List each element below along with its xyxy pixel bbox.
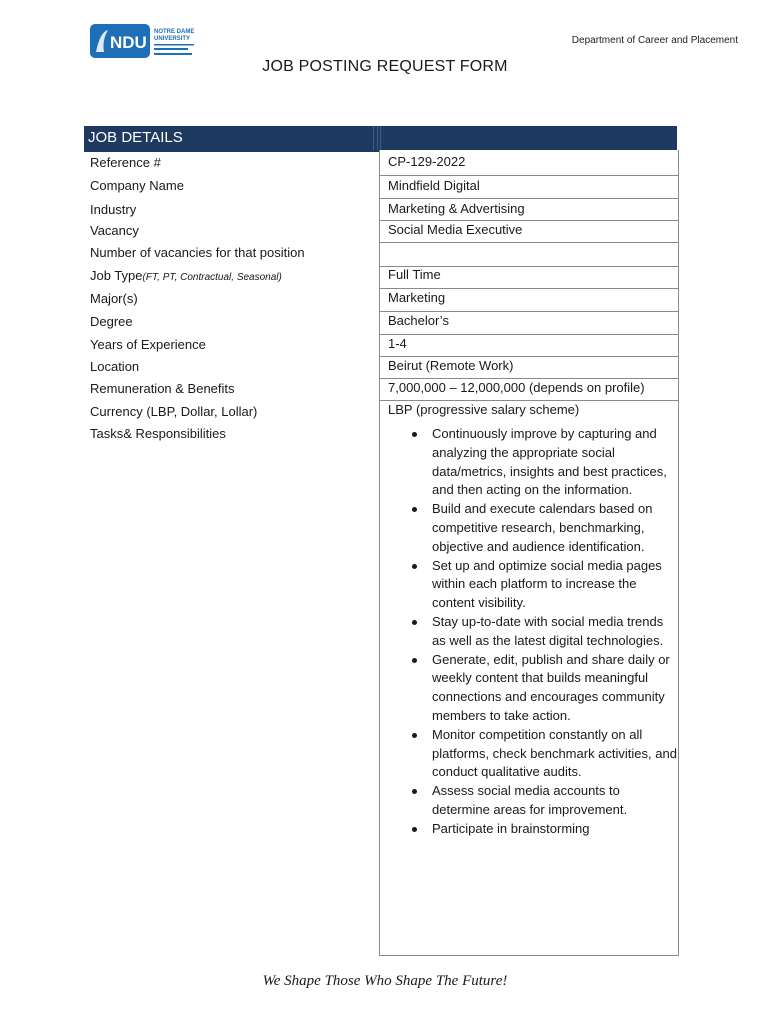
task-item: Build and execute calendars based on competitive research, benchmarking, objective and audience identification. [432, 500, 678, 556]
value-years-of-experience[interactable]: 1-4 [380, 335, 678, 357]
job-type-note: (FT, PT, Contractual, Seasonal) [142, 272, 282, 283]
department-name: Department of Career and Placement [571, 35, 738, 46]
value-remuneration[interactable]: 7,000,000 – 12,000,000 (depends on profile) [380, 379, 678, 401]
form-title: JOB POSTING REQUEST FORM [262, 58, 508, 75]
label-company-name: Company Name [90, 178, 184, 193]
column-divider [380, 126, 381, 150]
task-item: Set up and optimize social media pages within each platform to increase the content visibility. [432, 557, 678, 613]
value-number-of-vacancies[interactable] [380, 243, 678, 267]
task-item: Continuously improve by capturing and analyzing the appropriate social data/metrics, insights and best practices, and then acting on the information. [432, 425, 678, 500]
svg-text:UNIVERSITY: UNIVERSITY [154, 36, 191, 42]
task-item: Assess social media accounts to determine areas for improvement. [432, 782, 678, 820]
field-values [379, 150, 679, 956]
value-industry[interactable]: Marketing & Advertising [380, 199, 678, 221]
label-vacancy: Vacancy [90, 223, 139, 238]
section-underline [84, 150, 380, 152]
value-location[interactable]: Beirut (Remote Work) [380, 357, 678, 379]
job-details-header [84, 126, 677, 150]
label-location: Location [90, 359, 140, 374]
label-remuneration: Remuneration & Benefits [90, 381, 235, 396]
task-item: Monitor competition constantly on all platforms, check benchmark activities, and conduct qualitative audits. [432, 726, 678, 782]
ndu-logo [90, 24, 200, 60]
job-type-text: Job Type [90, 268, 143, 283]
section-label: JOB DETAILS [88, 129, 183, 146]
tasks-list [380, 425, 678, 839]
label-currency: Currency (LBP, Dollar, Lollar) [90, 404, 258, 419]
column-divider [377, 126, 378, 150]
svg-text:NOTRE DAME: NOTRE DAME [154, 29, 195, 35]
label-industry: Industry [90, 202, 137, 217]
label-degree: Degree [90, 314, 133, 329]
label-reference: Reference # [90, 155, 161, 170]
label-tasks: Tasks& Responsibilities [90, 426, 226, 441]
label-majors: Major(s) [90, 291, 138, 306]
label-job-type [90, 268, 282, 283]
footer-tagline: We Shape Those Who Shape The Future! [262, 973, 508, 989]
value-vacancy[interactable]: Social Media Executive [380, 221, 678, 243]
task-item: Participate in brainstorming [432, 820, 678, 839]
value-company-name[interactable]: Mindfield Digital [380, 176, 678, 199]
value-majors[interactable]: Marketing [380, 289, 678, 312]
label-number-of-vacancies: Number of vacancies for that position [90, 245, 305, 260]
task-item: Stay up-to-date with social media trends as well as the latest digital technologies. [432, 613, 678, 651]
value-degree[interactable]: Bachelor’s [380, 312, 678, 335]
value-currency[interactable]: LBP (progressive salary scheme) [388, 402, 580, 417]
value-job-type[interactable]: Full Time [380, 267, 678, 289]
column-divider [373, 126, 374, 150]
value-reference[interactable]: CP-129-2022 [380, 150, 678, 176]
task-item: Generate, edit, publish and share daily or weekly content that builds meaningful connections and encourages community members to take action. [432, 651, 678, 726]
logo-mark-text: NDU [110, 33, 147, 52]
label-years-of-experience: Years of Experience [90, 337, 206, 352]
